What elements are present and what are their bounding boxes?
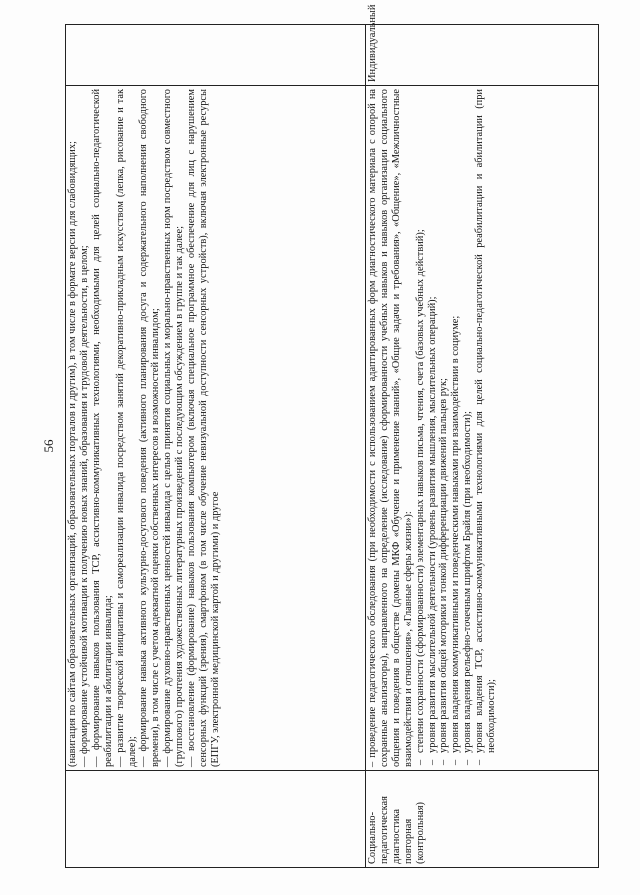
- service-content-cell: [66, 86, 366, 771]
- service-content-cell: [366, 86, 599, 771]
- list-item: – уровня владения рельефно-точечным шрифтом Брайля (при необходимости);: [462, 89, 474, 753]
- content-line: — формирование навыков пользования ТСР, ассистивно-коммуникативных технологиями, необходимыми для целей социально-педагогической реабилитации и абилитации инвалида;: [90, 89, 114, 767]
- content-line: — развитие творческой инициативы и самореализации инвалида посредством занятий декоративно-прикладным искусством (лепка, рисование и так далее);: [114, 89, 138, 767]
- page-number: 56: [41, 439, 56, 453]
- assessment-list: [415, 89, 498, 767]
- table-row-continuation: [66, 25, 366, 868]
- list-item: – уровня развития общей моторики и тонкой дифференциации движений пальцев рук;: [438, 89, 450, 753]
- list-item: – степени сохранности (сформированности) элементарных навыков письма, чтения, счета (базовых учебных действий);: [415, 89, 427, 753]
- content-line: — формирование навыка активного культурно-досугового поведения (активного планирования досуга и содержательного наполнения свободного времени), в том числе с учетом адекватной оценки собственных интересов и возможностей инвалидом;: [138, 89, 162, 767]
- content-line: (навигация по сайтам образовательных организаций, образовательных порталов и другим), в том числе в формате версии для слабовидящих;: [67, 141, 78, 767]
- content-line: — формирование духовно-нравственных ценностей инвалида с целью принятия социальных и морально-нравственных норм посредством совместного (группового) прочтения художественных литературных произведений с последующим обсуждением в группе и так далее;: [162, 89, 186, 767]
- content-intro: – проведение педагогического обследования (при необходимости с использованием адаптированных форм диагностического материала с опорой на сохранные анализаторы), направленного на определение (исследование) сформированности учебных навыков и навыков организации социального общения и поведения в обществе (домены МКФ «Обучение и применение знаний», «Общие задачи и требования», «Общение», «Межличностные взаимодействия и отношения», «Главные сферы жизни»):: [367, 89, 414, 767]
- list-item: – уровня владения коммуникативными и поведенческими навыками при взаимодействии в социуме;: [450, 89, 462, 753]
- content-line: — формирование устойчивой мотивации к получению новых знаний, образования и трудовой деятельности, в целом;: [78, 245, 90, 767]
- list-item: – уровня развития мыслительной деятельности (уровень развития мышления, мыслительных операций);: [427, 89, 439, 753]
- service-type-cell: Социально-педагогическая диагностика повторная (контрольная): [366, 771, 599, 868]
- service-mode-cell: [66, 25, 366, 86]
- content-line: — восстановление (формирование) навыков пользования компьютером (включая специальное программное обеспечение для лиц с нарушением сенсорных функций (зрения), смартфоном (в том числе обучение невизуальной доступности сенсорных устройств), включая электронные ресурсы (ЕПГУ, электронной медицинской картой и другими) и другое: [186, 89, 221, 767]
- rotated-sheet: [35, 4, 610, 868]
- table-row-diagnostics: [366, 25, 599, 868]
- service-mode-cell: Индивидуальный: [366, 25, 599, 86]
- service-type-cell: [66, 771, 366, 868]
- list-item: – уровня владения ТСР, ассистивно-коммуникативными технологиями для целей социально-педагогической реабилитации и абилитации (при необходимости);: [474, 89, 498, 753]
- service-table: [65, 4, 599, 868]
